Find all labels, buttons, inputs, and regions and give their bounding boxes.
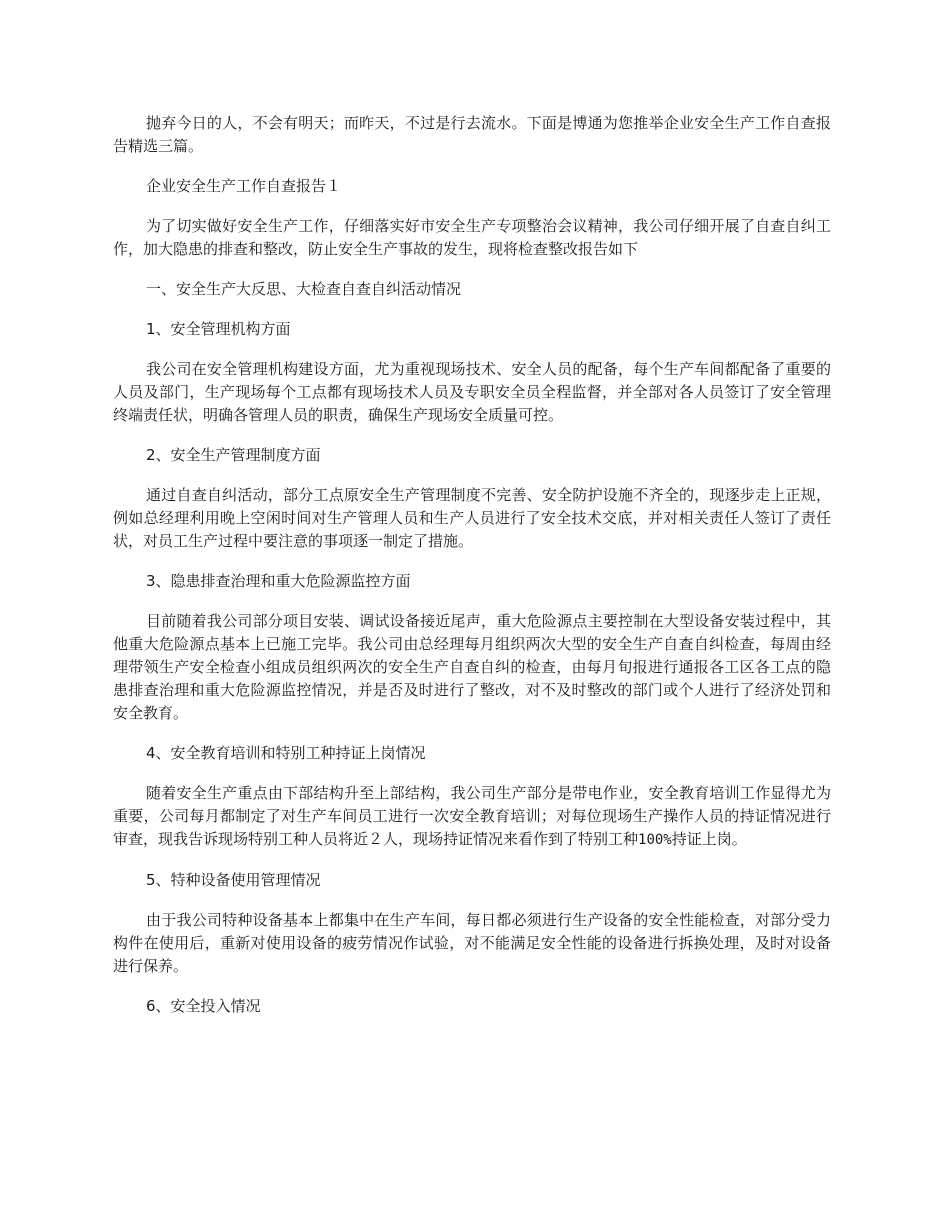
subsection-paragraph-5: 由于我公司特种设备基本上都集中在生产车间，每日都必须进行生产设备的安全性能检查，对部分受力构件在使用后，重新对使用设备的疲劳情况作试验，对不能满足安全性能的设备进行拆换处理，及时对设备进行保养。: [113, 911, 831, 975]
intro-paragraph: 抛弃今日的人，不会有明天；而昨天，不过是行去流水。下面是博通为您推举企业安全生产工作自查报告精选三篇。: [113, 114, 831, 155]
subsection-paragraph-1: 我公司在安全管理机构建设方面，尤为重视现场技术、安全人员的配备，每个生产车间都配备了重要的人员及部门，生产现场每个工点都有现场技术人员及专职安全员全程监督，并全部对各人员签订了安全管理终端责任状，明确各管理人员的职责，确保生产现场安全质量可控。: [113, 360, 831, 424]
opening-paragraph: 为了切实做好安全生产工作，仔细落实好市安全生产专项整治会议精神，我公司仔细开展了自查自纠工作，加大隐患的排查和整改，防止安全生产事故的发生，现将检查整改报告如下: [113, 217, 831, 258]
subsection-heading-3: 3、隐患排查治理和重大危险源监控方面: [146, 572, 411, 590]
percentage-value: 100%: [638, 832, 672, 848]
subsection-paragraph-2: 通过自查自纠活动，部分工点原安全生产管理制度不完善、安全防护设施不齐全的，现逐步走上正规，例如总经理利用晚上空闲时间对生产管理人员和生产人员进行了安全技术交底，并对相关责任人签订了责任状，对员工生产过程中要注意的事项逐一制定了措施。: [113, 486, 831, 550]
subsection-heading-5: 5、特种设备使用管理情况: [146, 871, 321, 889]
section-heading-main: 一、安全生产大反思、大检查自查自纠活动情况: [146, 280, 462, 298]
subsection-paragraph-3: 目前随着我公司部分项目安装、调试设备接近尾声，重大危险源点主要控制在大型设备安装过程中，其他重大危险源点基本上已施工完毕。我公司由总经理每月组织两次大型的安全生产自查自纠检查，每周由经理带领生产安全检查小组成员组织两次的安全生产自查自纠的检查，由每月旬报进行通报各工区各工点的隐患排查治理和重大危险源监控情况，并是否及时进行了整改，对不及时整改的部门或个人进行了经济处罚和安全教育。: [113, 612, 831, 722]
report-title: 企业安全生产工作自查报告１: [146, 177, 342, 195]
subsection-paragraph-4: [113, 782, 831, 852]
paragraph-4-text-a: 随着安全生产重点由下部结构升至上部结构，我公司生产部分是带电作业，安全教育培训工作显得尤为重要，公司每月都制定了对生产车间员工进行一次安全教育培训；对每位现场生产操作人员的持证情况进行审查，现我告诉现场特别工种人员将近２人，现场持证情况来看作到了特别工种: [113, 784, 831, 848]
subsection-heading-2: 2、安全生产管理制度方面: [146, 446, 321, 464]
subsection-heading-1: 1、安全管理机构方面: [146, 320, 291, 338]
subsection-heading-4: 4、安全教育培训和特别工种持证上岗情况: [146, 744, 426, 762]
document-body: [113, 112, 831, 1035]
subsection-heading-6: 6、安全投入情况: [146, 997, 261, 1015]
paragraph-4-text-b: 持证上岗。: [671, 830, 747, 848]
